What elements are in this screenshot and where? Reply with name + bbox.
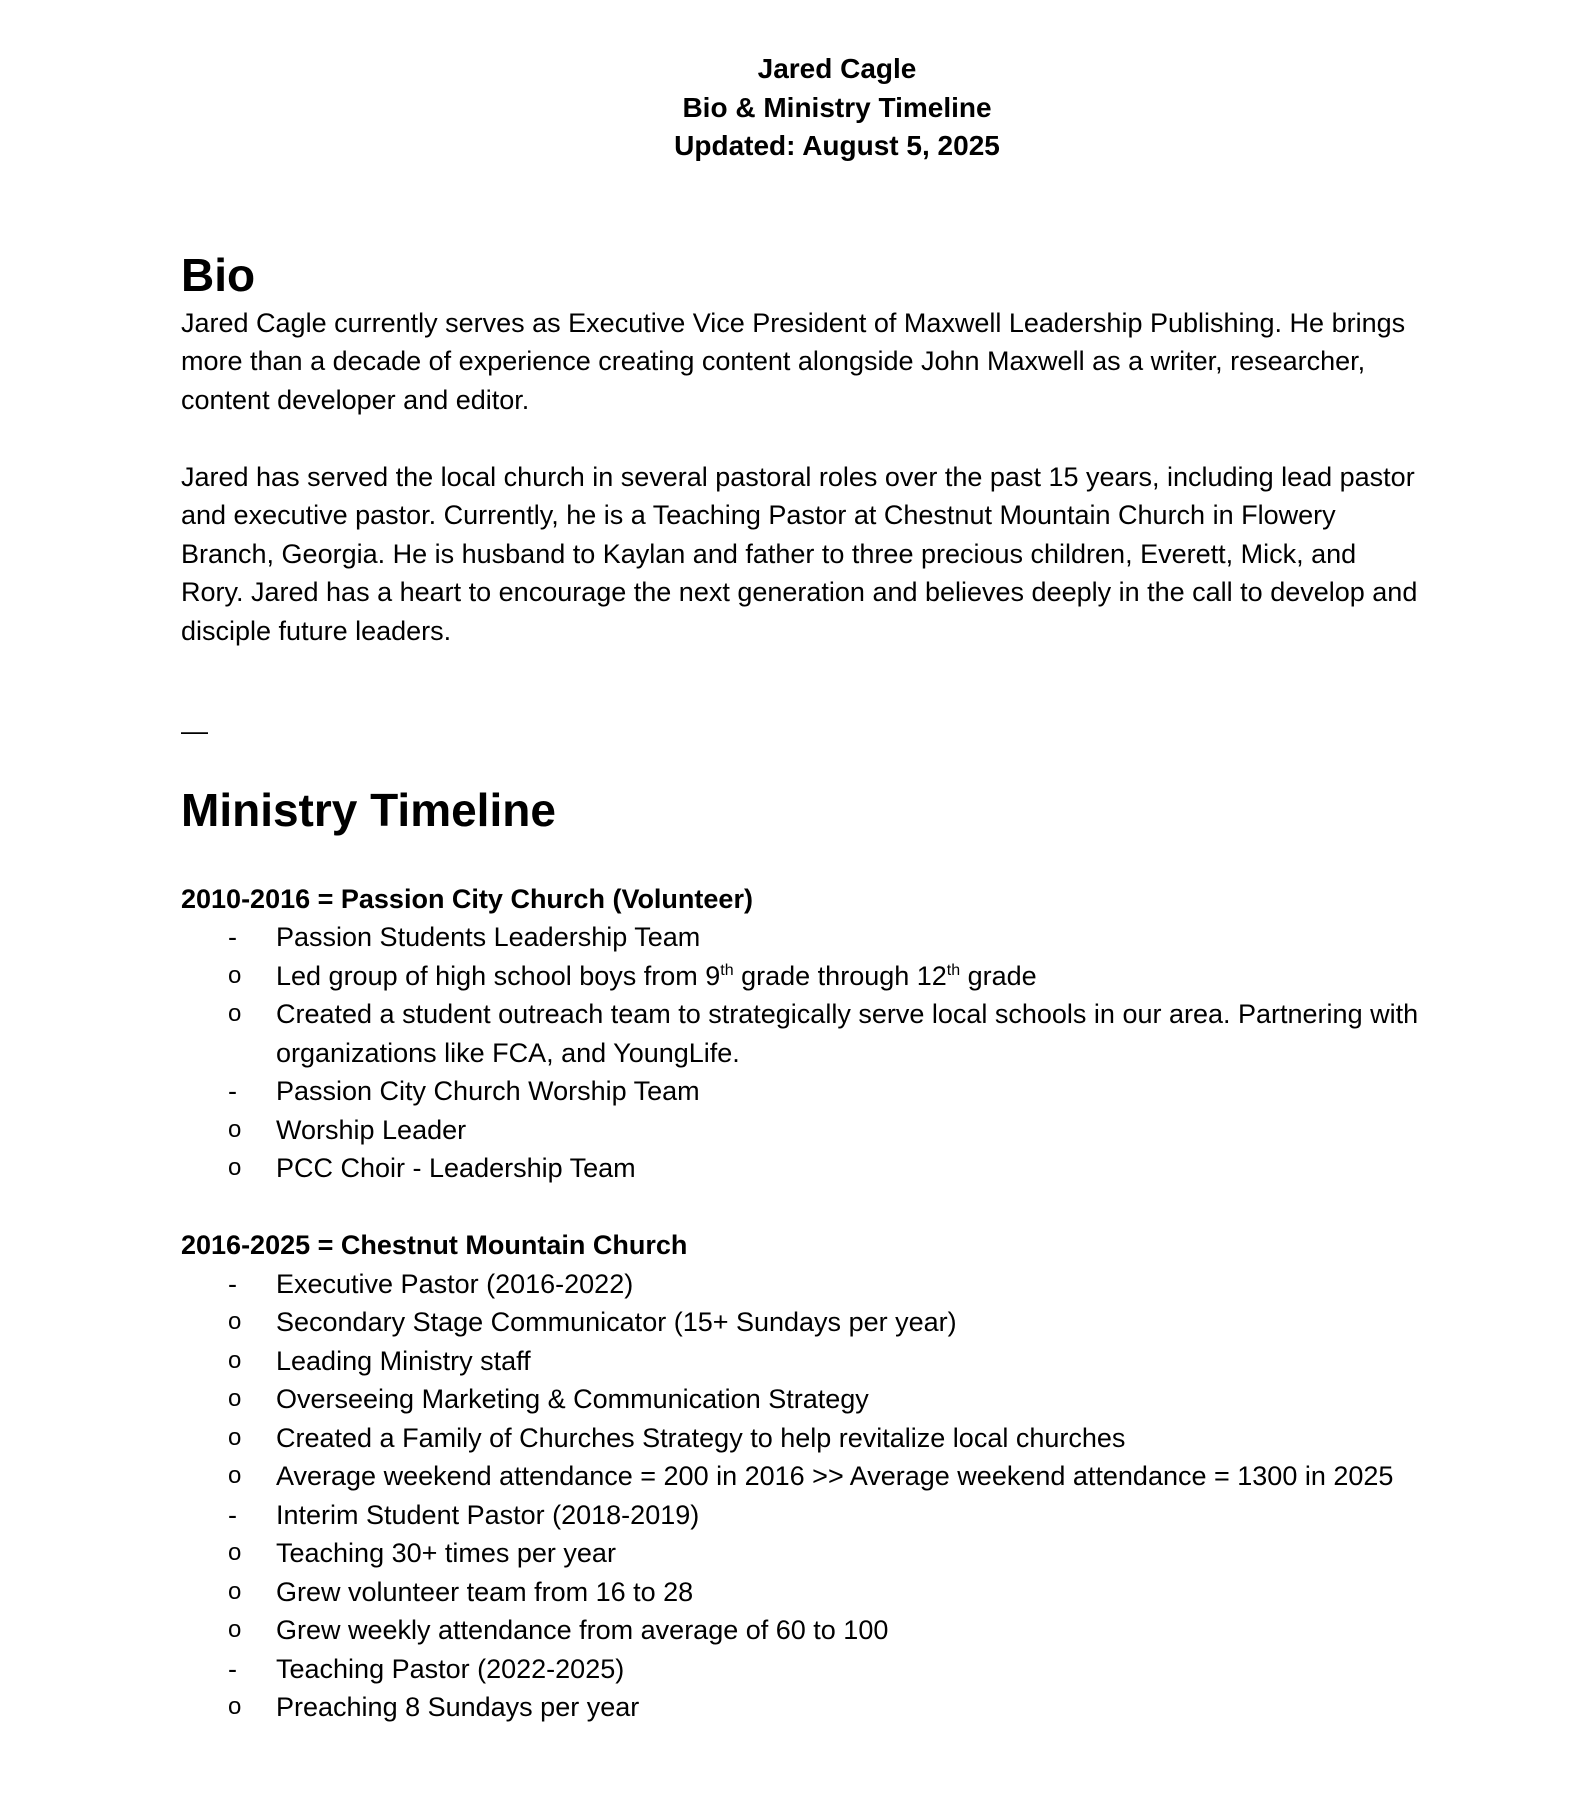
role-list — [181, 1265, 1421, 1304]
duty-item — [181, 995, 1421, 1072]
role-item — [181, 1496, 1421, 1535]
role-item — [181, 1072, 1421, 1111]
duty-item — [181, 1611, 1421, 1650]
duty-list — [228, 957, 1421, 1073]
duty-text: Preaching 8 Sundays per year — [276, 1692, 640, 1722]
circle-bullet: o — [228, 1308, 242, 1335]
duty-item — [181, 1380, 1421, 1419]
duty-text: Worship Leader — [276, 1114, 467, 1145]
circle-bullet: o — [228, 961, 242, 989]
duty-text: Secondary Stage Communicator (15+ Sundays per year) — [276, 1307, 957, 1337]
role-label: Teaching Pastor (2022-2025) — [276, 1653, 625, 1684]
duty-text: Teaching 30+ times per year — [276, 1538, 616, 1568]
duty-text: Overseeing Marketing & Communication Strategy — [276, 1384, 869, 1414]
circle-bullet: o — [228, 1539, 242, 1566]
section-divider: — — [181, 716, 208, 746]
role-list — [181, 1650, 1421, 1689]
duty-list — [228, 1111, 1421, 1188]
dash-bullet: - — [228, 1653, 237, 1684]
duty-text: PCC Choir - Leadership Team — [276, 1153, 636, 1183]
role-item — [181, 918, 1421, 957]
dash-bullet: - — [228, 1076, 237, 1106]
bio-heading: Bio — [181, 248, 256, 301]
duty-item — [181, 1688, 1421, 1727]
circle-bullet: o — [228, 1115, 242, 1143]
role-label: Passion City Church Worship Team — [276, 1076, 700, 1106]
dash-bullet: - — [228, 1499, 237, 1530]
header-name: Jared Cagle — [757, 53, 917, 84]
role-label: Interim Student Pastor (2018-2019) — [276, 1499, 700, 1530]
duty-item — [181, 1419, 1421, 1458]
timeline-section-title: 2016-2025 = Chestnut Mountain Church — [181, 1230, 688, 1260]
circle-bullet: o — [228, 1154, 242, 1181]
role-list — [181, 918, 1421, 957]
circle-bullet: o — [228, 1385, 242, 1412]
duty-item — [181, 1111, 1421, 1150]
duty-item — [181, 1534, 1421, 1573]
circle-bullet: o — [228, 1346, 242, 1374]
header-updated-date: Updated: August 5, 2025 — [674, 130, 1000, 161]
circle-bullet: o — [228, 1462, 242, 1489]
duty-text: Led group of high school boys from 9th grade through 12th grade — [276, 960, 1037, 991]
dash-bullet: - — [228, 922, 237, 952]
duty-list — [228, 1688, 1421, 1727]
timeline-section-title: 2010-2016 = Passion City Church (Volunteer) — [181, 883, 753, 914]
duty-item — [181, 1342, 1421, 1381]
duty-list — [228, 1534, 1421, 1650]
role-list — [181, 1496, 1421, 1535]
document-header — [217, 50, 1457, 166]
document-page — [181, 50, 1421, 1727]
role-list — [181, 1072, 1421, 1111]
duty-text: Leading Ministry staff — [276, 1345, 531, 1376]
duty-text: Created a Family of Churches Strategy to help revitalize local churches — [276, 1422, 1126, 1453]
circle-bullet: o — [228, 1616, 242, 1643]
duty-item — [181, 1457, 1421, 1496]
ministry-timeline-heading: Ministry Timeline — [181, 783, 556, 836]
duty-text: Grew volunteer team from 16 to 28 — [276, 1576, 694, 1607]
circle-bullet: o — [228, 1000, 242, 1027]
circle-bullet: o — [228, 1693, 242, 1720]
duty-text: Grew weekly attendance from average of 60 to 100 — [276, 1615, 889, 1645]
dash-bullet: - — [228, 1268, 237, 1299]
role-label: Passion Students Leadership Team — [276, 922, 701, 952]
bio-paragraph-2: Jared has served the local church in several pastoral roles over the past 15 years, including lead pastor and executive pastor. Currently, he is a Teaching Pastor at Chestnut Mountain Church in Flowery Branch, Georgia. He is husband to Kaylan and father to three precious children, Everett, Mick, and Rory. Jared has a heart to encourage the next generation and believes deeply in the call to develop and disciple future leaders. — [181, 461, 1418, 646]
duty-list — [228, 1303, 1421, 1496]
header-subtitle: Bio & Ministry Timeline — [682, 91, 992, 123]
duty-item — [181, 1149, 1421, 1188]
circle-bullet: o — [228, 1577, 242, 1605]
bio-paragraph-1: Jared Cagle currently serves as Executive Vice President of Maxwell Leadership Publishing. He brings more than a decade of experience creating content alongside John Maxwell as a writer, researcher, content developer and editor. — [181, 307, 1406, 415]
duty-item — [181, 1573, 1421, 1612]
role-item — [181, 1265, 1421, 1304]
duty-text: Created a student outreach team to strategically serve local schools in our area. Partnering with organizations like FCA, and YoungLife. — [276, 999, 1419, 1068]
duty-text: Average weekend attendance = 200 in 2016 >> Average weekend attendance = 1300 in 2025 — [276, 1461, 1394, 1491]
duty-item — [181, 957, 1421, 996]
duty-item — [181, 1303, 1421, 1342]
role-item — [181, 1650, 1421, 1689]
circle-bullet: o — [228, 1423, 242, 1451]
role-label: Executive Pastor (2016-2022) — [276, 1268, 634, 1299]
